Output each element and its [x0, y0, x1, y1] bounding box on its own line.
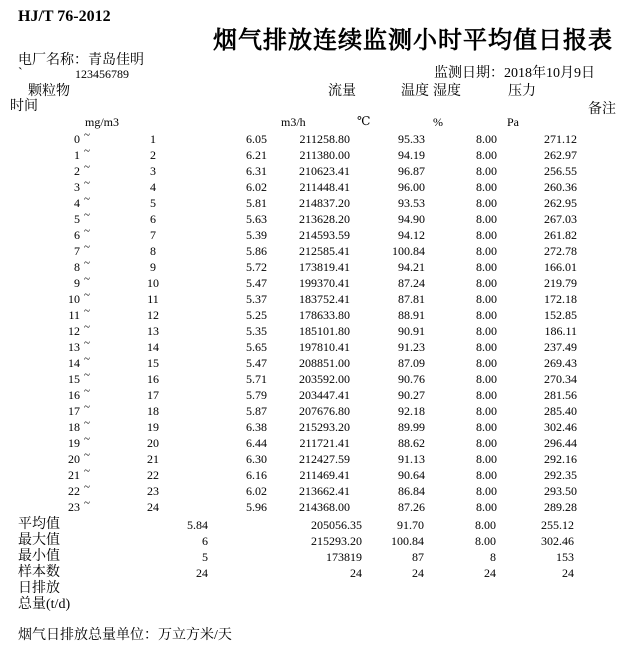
humidity-value-cell: 8.00 [476, 164, 497, 178]
flow-value-cell: 213628.20 [299, 212, 350, 226]
flow-value-cell: 178633.80 [299, 308, 350, 322]
pm-summary-cell: 6 [202, 534, 208, 548]
flow-value-cell: 183752.41 [299, 292, 350, 306]
flow-value-cell: 212585.41 [299, 244, 350, 258]
flow-value-cell: 211258.80 [299, 132, 350, 146]
pressure-value-cell: 256.55 [544, 164, 577, 178]
temp-value-cell: 87.26 [398, 500, 425, 514]
plant-name-label: 电厂名称： [18, 53, 88, 68]
hour-from-cell: 15 [68, 372, 80, 386]
plant-code: 123456789 [75, 67, 129, 81]
monitor-date-line [434, 66, 595, 81]
pressure-value-cell: 267.03 [544, 212, 577, 226]
tilde-separator: ~ [84, 257, 90, 269]
pressure-value-cell: 219.79 [544, 276, 577, 290]
pressure-summary-cell: 302.46 [541, 534, 574, 548]
hour-to-cell: 12 [147, 308, 159, 322]
tilde-separator: ~ [84, 241, 90, 253]
table-row [0, 147, 643, 163]
pm-value-cell: 6.38 [246, 420, 267, 434]
pm-value-cell: 5.86 [246, 244, 267, 258]
table-row [0, 307, 643, 323]
pressure-value-cell: 262.95 [544, 196, 577, 210]
temp-value-cell: 90.64 [398, 468, 425, 482]
hour-from-cell: 17 [68, 404, 80, 418]
temp-value-cell: 89.99 [398, 420, 425, 434]
humidity-value-cell: 8.00 [476, 244, 497, 258]
pm-value-cell: 6.31 [246, 164, 267, 178]
table-row [0, 227, 643, 243]
pm-value-cell: 5.25 [246, 308, 267, 322]
pressure-value-cell: 272.78 [544, 244, 577, 258]
pressure-value-cell: 296.44 [544, 436, 577, 450]
hour-to-cell: 8 [150, 244, 156, 258]
table-row [0, 355, 643, 371]
standard-code: HJ/T 76-2012 [18, 8, 111, 25]
hour-to-cell: 11 [147, 292, 159, 306]
pressure-value-cell: 269.43 [544, 356, 577, 370]
flow-value-cell: 212427.59 [299, 452, 350, 466]
temp-summary-cell: 87 [412, 550, 424, 564]
temp-value-cell: 94.90 [398, 212, 425, 226]
pm-value-cell: 5.37 [246, 292, 267, 306]
humidity-value-cell: 8.00 [476, 452, 497, 466]
monitor-date-value: 2018年10月9日 [504, 66, 595, 81]
hour-from-cell: 22 [68, 484, 80, 498]
humidity-value-cell: 8.00 [476, 340, 497, 354]
hour-to-cell: 5 [150, 196, 156, 210]
temp-value-cell: 88.62 [398, 436, 425, 450]
pressure-value-cell: 261.82 [544, 228, 577, 242]
temp-summary-cell: 100.84 [391, 534, 424, 548]
hour-from-cell: 6 [74, 228, 80, 242]
report-title: 烟气排放连续监测小时平均值日报表 [213, 28, 613, 54]
tilde-separator: ~ [84, 145, 90, 157]
summary-row [0, 533, 643, 549]
table-row [0, 291, 643, 307]
table-row [0, 243, 643, 259]
tilde-separator: ~ [84, 209, 90, 221]
tilde-separator: ~ [84, 385, 90, 397]
summary-label: 最大值 [18, 533, 60, 548]
temp-value-cell: 94.12 [398, 228, 425, 242]
hour-from-cell: 16 [68, 388, 80, 402]
flow-value-cell: 215293.20 [299, 420, 350, 434]
tilde-separator: ~ [84, 225, 90, 237]
table-row [0, 403, 643, 419]
temp-value-cell: 88.91 [398, 308, 425, 322]
hour-from-cell: 5 [74, 212, 80, 226]
table-row [0, 131, 643, 147]
hour-to-cell: 17 [147, 388, 159, 402]
humidity-value-cell: 8.00 [476, 228, 497, 242]
pressure-value-cell: 172.18 [544, 292, 577, 306]
humidity-summary-cell: 24 [484, 566, 496, 580]
humidity-value-cell: 8.00 [476, 292, 497, 306]
tilde-separator: ~ [84, 433, 90, 445]
pressure-summary-cell: 255.12 [541, 518, 574, 532]
pressure-value-cell: 152.85 [544, 308, 577, 322]
temp-value-cell: 100.84 [392, 244, 425, 258]
flow-value-cell: 207676.80 [299, 404, 350, 418]
summary-row [0, 597, 643, 613]
humidity-value-cell: 8.00 [476, 500, 497, 514]
pressure-value-cell: 270.34 [544, 372, 577, 386]
flow-value-cell: 208851.00 [299, 356, 350, 370]
flow-value-cell: 199370.41 [299, 276, 350, 290]
tilde-separator: ~ [84, 417, 90, 429]
temp-summary-cell: 91.70 [397, 518, 424, 532]
unit-pm: mg/m3 [85, 115, 120, 129]
humidity-value-cell: 8.00 [476, 404, 497, 418]
flow-value-cell: 203592.00 [299, 372, 350, 386]
humidity-value-cell: 8.00 [476, 132, 497, 146]
hour-from-cell: 1 [74, 148, 80, 162]
humidity-summary-cell: 8 [490, 550, 496, 564]
temp-value-cell: 90.76 [398, 372, 425, 386]
summary-rows [0, 517, 643, 613]
summary-row [0, 517, 643, 533]
temp-value-cell: 96.87 [398, 164, 425, 178]
tilde-separator: ~ [84, 401, 90, 413]
hour-from-cell: 18 [68, 420, 80, 434]
pressure-value-cell: 292.16 [544, 452, 577, 466]
table-row [0, 387, 643, 403]
temp-value-cell: 95.33 [398, 132, 425, 146]
pm-summary-cell: 5.84 [187, 518, 208, 532]
pressure-value-cell: 271.12 [544, 132, 577, 146]
pm-value-cell: 6.44 [246, 436, 267, 450]
col-header-pressure: 压力 [508, 84, 536, 99]
humidity-value-cell: 8.00 [476, 260, 497, 274]
flow-value-cell: 211721.41 [299, 436, 350, 450]
summary-row [0, 565, 643, 581]
pressure-value-cell: 186.11 [544, 324, 577, 338]
col-header-remark: 备注 [588, 102, 616, 117]
flow-value-cell: 203447.41 [299, 388, 350, 402]
unit-humidity: % [433, 115, 443, 129]
hour-to-cell: 4 [150, 180, 156, 194]
hour-from-cell: 4 [74, 196, 80, 210]
table-row [0, 419, 643, 435]
hour-to-cell: 23 [147, 484, 159, 498]
hour-from-cell: 2 [74, 164, 80, 178]
footer-note: 烟气日排放总量单位：万立方米/天 [18, 628, 232, 643]
table-row [0, 371, 643, 387]
summary-label: 日排放 [18, 581, 60, 596]
temp-value-cell: 91.13 [398, 452, 425, 466]
hour-from-cell: 0 [74, 132, 80, 146]
hour-rows [0, 131, 643, 515]
humidity-value-cell: 8.00 [476, 484, 497, 498]
pressure-value-cell: 289.28 [544, 500, 577, 514]
pressure-value-cell: 292.35 [544, 468, 577, 482]
flow-value-cell: 214368.00 [299, 500, 350, 514]
tilde-separator: ~ [84, 465, 90, 477]
tilde-separator: ~ [84, 161, 90, 173]
tilde-separator: ~ [84, 369, 90, 381]
temp-value-cell: 86.84 [398, 484, 425, 498]
hour-to-cell: 7 [150, 228, 156, 242]
unit-temp: ℃ [357, 114, 371, 128]
flow-value-cell: 214593.59 [299, 228, 350, 242]
humidity-value-cell: 8.00 [476, 276, 497, 290]
humidity-value-cell: 8.00 [476, 436, 497, 450]
hour-from-cell: 7 [74, 244, 80, 258]
hour-from-cell: 21 [68, 468, 80, 482]
pm-value-cell: 5.96 [246, 500, 267, 514]
hour-to-cell: 19 [147, 420, 159, 434]
flow-summary-cell: 215293.20 [311, 534, 362, 548]
pm-value-cell: 6.21 [246, 148, 267, 162]
temp-value-cell: 93.53 [398, 196, 425, 210]
table-row [0, 195, 643, 211]
temp-value-cell: 90.27 [398, 388, 425, 402]
flow-value-cell: 213662.41 [299, 484, 350, 498]
pm-value-cell: 5.47 [246, 356, 267, 370]
table-row [0, 323, 643, 339]
pm-value-cell: 6.16 [246, 468, 267, 482]
humidity-value-cell: 8.00 [476, 420, 497, 434]
tilde-separator: ~ [84, 177, 90, 189]
pressure-value-cell: 166.01 [544, 260, 577, 274]
col-header-time: 时间 [10, 99, 38, 114]
summary-row [0, 549, 643, 565]
tilde-separator: ~ [84, 305, 90, 317]
hour-to-cell: 21 [147, 452, 159, 466]
hour-to-cell: 2 [150, 148, 156, 162]
hour-from-cell: 11 [68, 308, 80, 322]
flow-summary-cell: 24 [350, 566, 362, 580]
pressure-value-cell: 262.97 [544, 148, 577, 162]
summary-label: 样本数 [18, 565, 60, 580]
hour-to-cell: 16 [147, 372, 159, 386]
pressure-value-cell: 237.49 [544, 340, 577, 354]
table-row [0, 451, 643, 467]
unit-flow: m3/h [281, 115, 306, 129]
pressure-value-cell: 285.40 [544, 404, 577, 418]
plant-name-value: 青岛佳明 [88, 53, 144, 68]
pressure-value-cell: 302.46 [544, 420, 577, 434]
flow-value-cell: 214837.20 [299, 196, 350, 210]
humidity-value-cell: 8.00 [476, 196, 497, 210]
table-row [0, 339, 643, 355]
summary-label: 最小值 [18, 549, 60, 564]
pm-value-cell: 5.81 [246, 196, 267, 210]
pm-value-cell: 5.87 [246, 404, 267, 418]
flow-value-cell: 197810.41 [299, 340, 350, 354]
pressure-value-cell: 281.56 [544, 388, 577, 402]
col-header-temp: 温度 [401, 84, 429, 99]
hour-to-cell: 3 [150, 164, 156, 178]
temp-summary-cell: 24 [412, 566, 424, 580]
pressure-value-cell: 293.50 [544, 484, 577, 498]
pm-value-cell: 5.63 [246, 212, 267, 226]
hour-from-cell: 19 [68, 436, 80, 450]
humidity-summary-cell: 8.00 [475, 518, 496, 532]
hour-from-cell: 10 [68, 292, 80, 306]
humidity-value-cell: 8.00 [476, 324, 497, 338]
temp-value-cell: 90.91 [398, 324, 425, 338]
humidity-value-cell: 8.00 [476, 148, 497, 162]
temp-value-cell: 94.21 [398, 260, 425, 274]
humidity-value-cell: 8.00 [476, 388, 497, 402]
temp-value-cell: 87.24 [398, 276, 425, 290]
hour-from-cell: 14 [68, 356, 80, 370]
pm-value-cell: 6.02 [246, 484, 267, 498]
table-row [0, 435, 643, 451]
pm-summary-cell: 24 [196, 566, 208, 580]
flow-value-cell: 211469.41 [299, 468, 350, 482]
tilde-separator: ~ [84, 193, 90, 205]
flow-value-cell: 210623.41 [299, 164, 350, 178]
flow-value-cell: 185101.80 [299, 324, 350, 338]
hour-to-cell: 24 [147, 500, 159, 514]
col-header-humidity: 湿度 [433, 84, 461, 99]
humidity-value-cell: 8.00 [476, 468, 497, 482]
summary-label: 平均值 [18, 517, 60, 532]
pressure-value-cell: 260.36 [544, 180, 577, 194]
hour-to-cell: 1 [150, 132, 156, 146]
pm-value-cell: 6.05 [246, 132, 267, 146]
pm-value-cell: 5.39 [246, 228, 267, 242]
humidity-summary-cell: 8.00 [475, 534, 496, 548]
pm-summary-cell: 5 [202, 550, 208, 564]
col-header-flow: 流量 [328, 84, 356, 99]
hour-to-cell: 13 [147, 324, 159, 338]
summary-row [0, 581, 643, 597]
hour-from-cell: 20 [68, 452, 80, 466]
temp-value-cell: 96.00 [398, 180, 425, 194]
unit-pressure: Pa [507, 115, 519, 129]
hour-to-cell: 14 [147, 340, 159, 354]
humidity-value-cell: 8.00 [476, 372, 497, 386]
table-row [0, 259, 643, 275]
temp-value-cell: 94.19 [398, 148, 425, 162]
temp-value-cell: 92.18 [398, 404, 425, 418]
hour-from-cell: 23 [68, 500, 80, 514]
pm-value-cell: 5.79 [246, 388, 267, 402]
temp-value-cell: 87.09 [398, 356, 425, 370]
table-row [0, 179, 643, 195]
tilde-separator: ~ [84, 449, 90, 461]
hour-from-cell: 3 [74, 180, 80, 194]
table-row [0, 211, 643, 227]
hour-to-cell: 22 [147, 468, 159, 482]
tilde-separator: ~ [84, 497, 90, 509]
table-row [0, 499, 643, 515]
flow-summary-cell: 173819 [326, 550, 362, 564]
hour-from-cell: 9 [74, 276, 80, 290]
table-row [0, 163, 643, 179]
pm-value-cell: 5.72 [246, 260, 267, 274]
pressure-summary-cell: 153 [556, 550, 574, 564]
table-row [0, 467, 643, 483]
tilde-separator: ~ [84, 273, 90, 285]
pm-value-cell: 5.35 [246, 324, 267, 338]
flow-summary-cell: 205056.35 [311, 518, 362, 532]
tilde-separator: ~ [84, 337, 90, 349]
pm-value-cell: 6.30 [246, 452, 267, 466]
pm-value-cell: 6.02 [246, 180, 267, 194]
hour-to-cell: 15 [147, 356, 159, 370]
temp-value-cell: 91.23 [398, 340, 425, 354]
temp-value-cell: 87.81 [398, 292, 425, 306]
summary-label: 总量(t/d) [18, 597, 71, 612]
tilde-separator: ~ [84, 353, 90, 365]
monitor-date-label: 监测日期： [434, 66, 504, 81]
flow-value-cell: 211380.00 [299, 148, 350, 162]
hour-to-cell: 9 [150, 260, 156, 274]
hour-from-cell: 13 [68, 340, 80, 354]
hour-to-cell: 18 [147, 404, 159, 418]
pressure-summary-cell: 24 [562, 566, 574, 580]
stray-accent-mark: ` [18, 66, 23, 81]
flow-value-cell: 173819.41 [299, 260, 350, 274]
tilde-separator: ~ [84, 289, 90, 301]
hour-to-cell: 20 [147, 436, 159, 450]
flow-value-cell: 211448.41 [299, 180, 350, 194]
humidity-value-cell: 8.00 [476, 212, 497, 226]
humidity-value-cell: 8.00 [476, 356, 497, 370]
tilde-separator: ~ [84, 129, 90, 141]
pm-value-cell: 5.47 [246, 276, 267, 290]
tilde-separator: ~ [84, 321, 90, 333]
humidity-value-cell: 8.00 [476, 180, 497, 194]
pm-value-cell: 5.65 [246, 340, 267, 354]
hour-to-cell: 6 [150, 212, 156, 226]
hour-from-cell: 12 [68, 324, 80, 338]
humidity-value-cell: 8.00 [476, 308, 497, 322]
table-row [0, 483, 643, 499]
tilde-separator: ~ [84, 481, 90, 493]
hour-from-cell: 8 [74, 260, 80, 274]
table-row [0, 275, 643, 291]
pm-value-cell: 5.71 [246, 372, 267, 386]
col-header-pm: 颗粒物 [28, 84, 70, 99]
hour-to-cell: 10 [147, 276, 159, 290]
